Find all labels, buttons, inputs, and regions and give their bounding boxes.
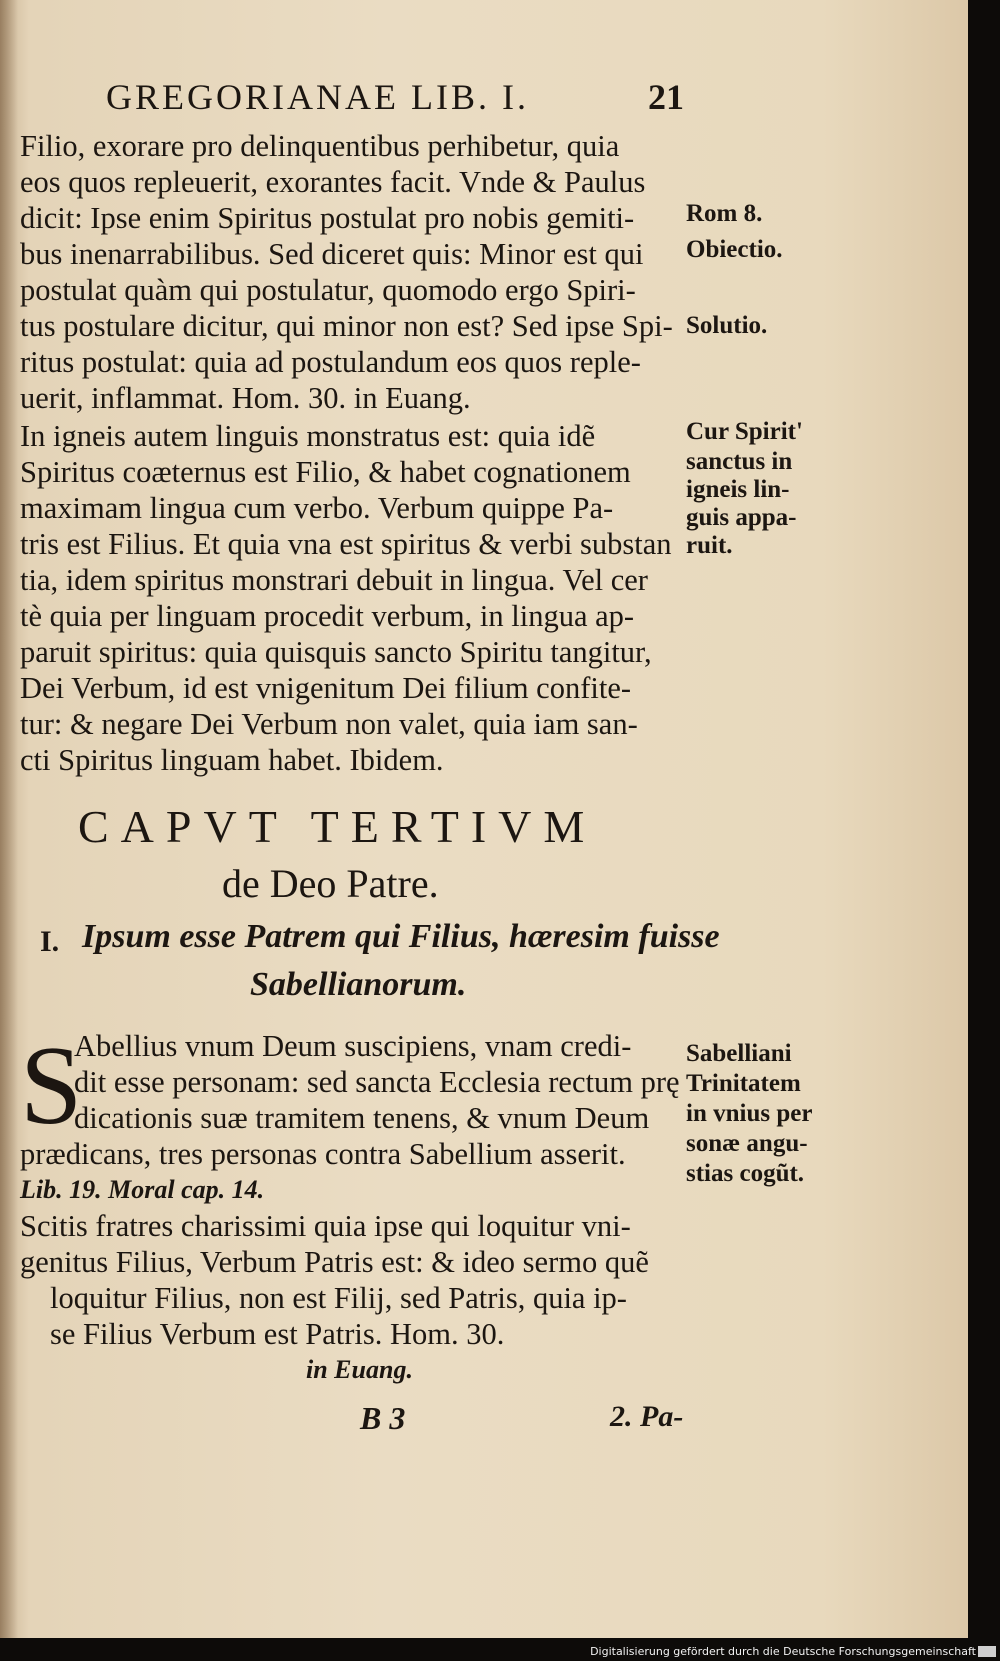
text-line: In igneis autem linguis monstratus est: quia idẽ [20,419,596,453]
text-line: loquitur Filius, non est Filij, sed Patris, quia ip- [50,1281,627,1315]
text-line: prædicans, tres personas contra Sabellium asserit. [20,1137,626,1171]
margin-note: in vnius per [686,1100,813,1127]
margin-note: Cur Spirit' [686,418,803,445]
folio-number: 21 [648,77,684,117]
running-title: GREGORIANAE LIB. I. [106,77,529,117]
text-line: tia, idem spiritus monstrari debuit in lingua. Vel cer [20,563,648,597]
text-line: cti Spiritus linguam habet. Ibidem. [20,743,444,777]
margin-note: Sabelliani [686,1040,792,1067]
text-line: Abellius vnum Deum suscipiens, vnam credi- [74,1029,632,1063]
margin-note: Obiectio. [686,236,783,263]
margin-note: guis appa- [686,504,797,531]
text-line: eos quos repleuerit, exorantes facit. Vnde & Paulus [20,165,646,199]
text-line: dicit: Ipse enim Spiritus postulat pro nobis gemiti- [20,201,635,235]
text-line: postulat quàm qui postulatur, quomodo ergo Spiri- [20,273,636,307]
text-line: dit esse personam: sed sancta Ecclesia rectum prę [74,1065,680,1099]
dfg-logo-icon [978,1646,996,1657]
text-line: Dei Verbum, id est vnigenitum Dei filium confite- [20,671,632,705]
spine-shadow [0,0,18,1638]
text-line: tus postulare dicitur, qui minor non est? Sed ipse Spi- [20,309,673,343]
text-line: tè quia per linguam procedit verbum, in lingua ap- [20,599,635,633]
text-line: maximam lingua cum verbo. Verbum quippe Pa- [20,491,614,525]
footer-credit: Digitalisierung gefördert durch die Deutsche Forschungsgemeinschaft [590,1645,976,1658]
section-title-continued: Sabellianorum. [250,966,467,1003]
text-line: bus inenarrabilibus. Sed diceret quis: Minor est qui [20,237,644,271]
catchword: 2. Pa- [610,1400,684,1433]
chapter-subtitle: de Deo Patre. [222,861,439,906]
drop-cap: S [20,1024,83,1148]
margin-note: igneis lin- [686,476,790,503]
margin-note: sonæ angu- [686,1130,808,1157]
text-line: dicationis suæ tramitem tenens, & vnum Deum [74,1101,650,1135]
margin-note: Rom 8. [686,200,763,227]
text-line: uerit, inflammat. Hom. 30. in Euang. [20,381,471,415]
text-line: Spiritus coæternus est Filio, & habet cognationem [20,455,631,489]
section-number: I. [40,925,60,958]
text-line: genitus Filius, Verbum Patris est: & ideo sermo quẽ [20,1245,649,1279]
text-line: tris est Filius. Et quia vna est spiritus & verbi substan [20,527,672,561]
section-title: Ipsum esse Patrem qui Filius, hæresim fuisse [82,918,720,955]
text-line: Lib. 19. Moral cap. 14. [20,1175,265,1204]
text-line: tur: & negare Dei Verbum non valet, quia iam san- [20,707,638,741]
margin-note: Solutio. [686,312,768,339]
margin-note: sanctus in [686,448,793,475]
chapter-title: CAPVT TERTIVM [78,801,597,852]
text-line: se Filius Verbum est Patris. Hom. 30. [50,1317,505,1351]
margin-note: stias cogũt. [686,1160,805,1187]
margin-note: Trinitatem [686,1070,801,1097]
margin-note: ruit. [686,532,733,559]
signature-mark: B 3 [360,1400,406,1436]
text-line: ritus postulat: quia ad postulandum eos quos reple- [20,345,641,379]
text-line: Filio, exorare pro delinquentibus perhibetur, quia [20,129,620,163]
text-line: paruit spiritus: quia quisquis sancto Spiritu tangitur, [20,635,652,669]
text-line: Scitis fratres charissimi quia ipse qui loquitur vni- [20,1209,631,1243]
text-line: in Euang. [306,1355,413,1384]
